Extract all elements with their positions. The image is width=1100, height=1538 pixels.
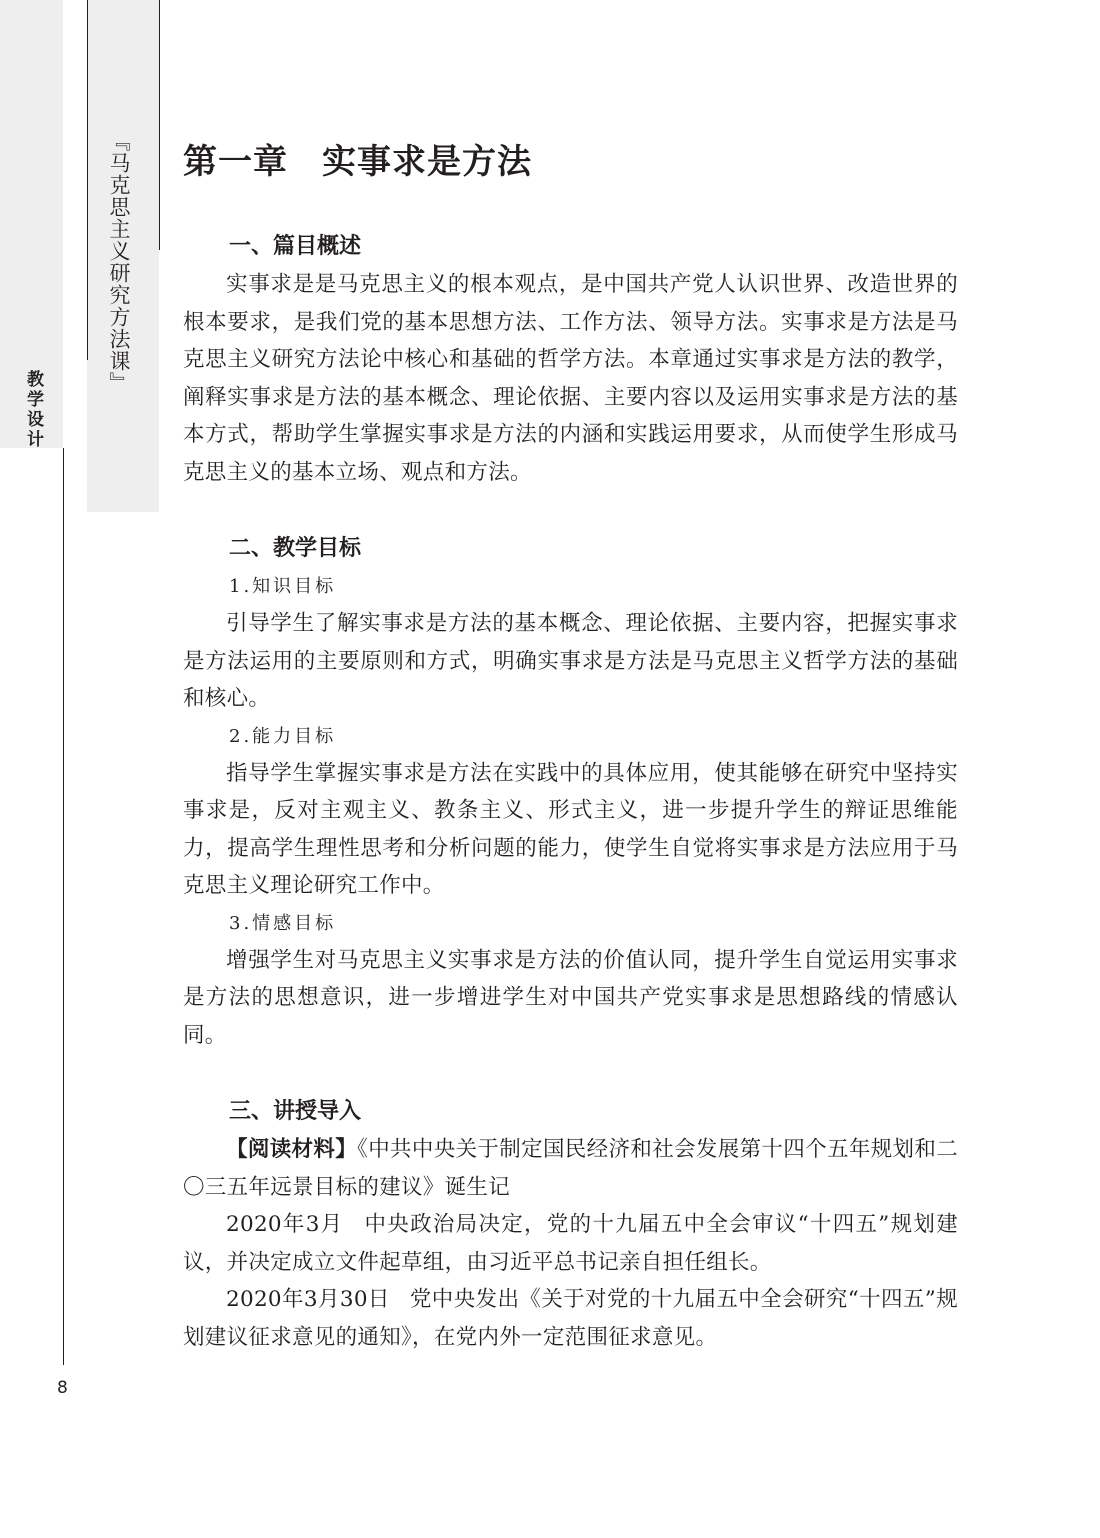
margin-rule <box>63 448 64 1365</box>
objective-label-ability: 2.能力目标 <box>229 725 337 747</box>
event-entry <box>183 1206 958 1281</box>
event-text: 中央政治局决定，党的十九届五中全会审议“十四五”规划建议，并决定成立文件起草组，由习近平总书记亲自担任组长。 <box>183 1212 958 1275</box>
section-heading-objectives: 二、教学目标 <box>229 536 362 561</box>
reading-material-label: 【阅读材料】 <box>226 1137 358 1162</box>
event-date: 2020年3月 <box>226 1212 344 1237</box>
chapter-name: 实事求是方法 <box>322 142 532 182</box>
section-heading-introduction: 三、讲授导入 <box>229 1099 362 1124</box>
event-entry <box>183 1281 958 1356</box>
objective-text-ability: 指导学生掌握实事求是方法在实践中的具体应用，使其能够在研究中坚持实事求是，反对主观主义、教条主义、形式主义，进一步提升学生的辩证思维能力，提高学生理性思考和分析问题的能力，使学生自觉将实事求是方法应用于马克思主义理论研究工作中。 <box>183 760 958 898</box>
page-content <box>183 140 958 1356</box>
overview-paragraph: 实事求是是马克思主义的根本观点，是中国共产党人认识世界、改造世界的根本要求，是我们党的基本思想方法、工作方法、领导方法。实事求是方法是马克思主义研究方法论中核心和基础的哲学方法。本章通过实事求是方法的教学，阐释实事求是方法的基本概念、理论依据、主要内容以及运用实事求是方法的基本方式，帮助学生掌握实事求是方法的内涵和实践运用要求，从而使学生形成马克思主义的基本立场、观点和方法。 <box>183 272 958 485</box>
page-number: 8 <box>57 1378 68 1398</box>
course-title-rule-left <box>87 0 88 360</box>
objective-label-knowledge: 1.知识目标 <box>229 576 337 597</box>
objective-text-knowledge: 引导学生了解实事求是方法的基本概念、理论依据、主要内容，把握实事求是方法运用的主要原则和方式，明确实事求是方法是马克思主义哲学方法的基础和核心。 <box>183 611 958 711</box>
chapter-title <box>183 140 958 192</box>
reading-material-title: 《中共中央关于制定国民经济和社会发展第十四个五年规划和二〇三五年远景目标的建议》诞生记 <box>183 1137 958 1200</box>
side-label: 教学设计 <box>23 370 43 450</box>
event-text: 党中央发出《关于对党的十九届五中全会研究“十四五”规划建议征求意见的通知》，在党内外一定范围征求意见。 <box>183 1287 958 1350</box>
reading-material <box>183 1131 958 1206</box>
objective-text-emotion: 增强学生对马克思主义实事求是方法的价值认同，提升学生自觉运用实事求是方法的思想意识，进一步增进学生对中国共产党实事求是思想路线的情感认同。 <box>183 947 958 1048</box>
event-date: 2020年3月30日 <box>226 1287 390 1312</box>
section-heading-overview: 一、篇目概述 <box>229 234 362 259</box>
chapter-number: 第一章 <box>183 142 288 182</box>
objective-label-emotion: 3.情感目标 <box>229 912 337 934</box>
course-title-rule-right <box>159 0 160 250</box>
course-title: 『马克思主义研究方法课』 <box>107 130 131 394</box>
